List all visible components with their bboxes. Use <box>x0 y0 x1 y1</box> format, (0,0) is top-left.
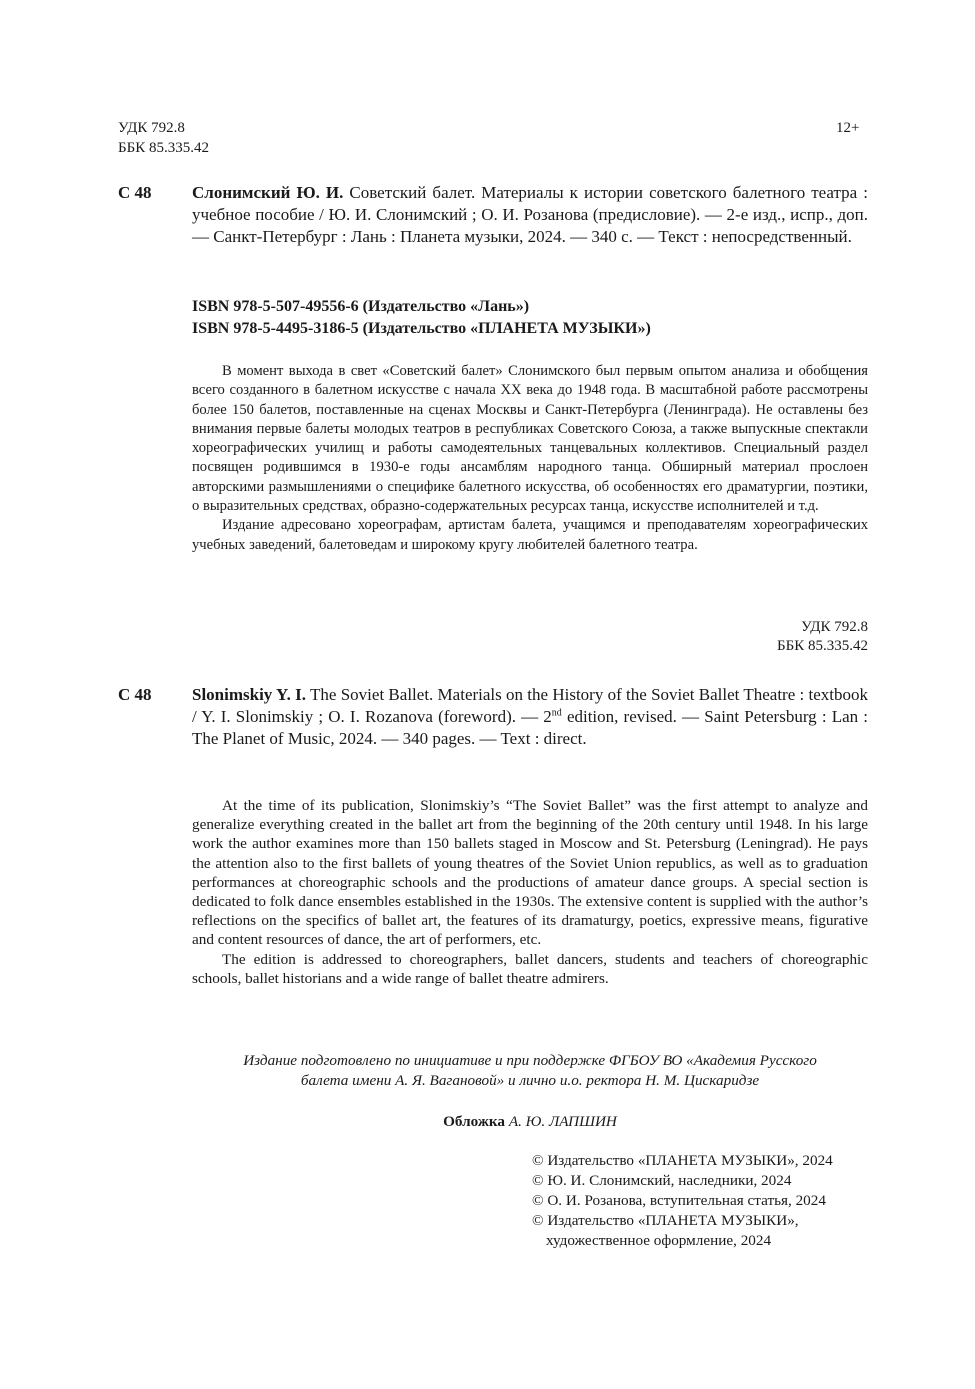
isbn-block <box>192 296 651 340</box>
sponsor-note-line2: балета имени А. Я. Вагановой» и лично и.о. ректора Н. М. Цискаридзе <box>300 1072 760 1089</box>
sponsor-note-line1: Издание подготовлено по инициативе и при поддержке ФГБОУ ВО «Академия Русского <box>243 1052 817 1069</box>
header-bbk: ББК 85.335.42 <box>118 140 209 156</box>
copyright-line-heirs: © Ю. И. Слонимский, наследники, 2024 <box>532 1172 792 1189</box>
ru-author-mark: С 48 <box>118 183 152 202</box>
en-entry-text: The Soviet Ballet. Materials on the History of the Soviet Ballet Theatre : textbook / Y. I. Slonimskiy ; O. I. Rozanova (foreword). — 2 <box>192 685 868 726</box>
cover-credit <box>150 1112 910 1132</box>
ru-annotation-p1: В момент выхода в свет «Советский балет» Слонимского был первым опытом анализа и обобщения всего созданного в балетном искусстве с начала XX века до 1948 года. В масштабной работе рассмотрены более 150 балетов, поставленные на сценах Москвы и Санкт-Петербурга (Ленинграда). Не оставлены без внимания первые балеты молодых театров в республиках Советского Союза, а также выпускные спектакли хореографических училищ и работы самодеятельных танцевальных коллективов. Специальный раздел посвящен родившимся в 1930-е годы ансамблям народного танца. Обширный материал прослоен авторскими размышлениями о специфике балетного искусства, об особенностях его драматургии, поэтики, о выразительных средствах, образно-содержательных ресурсах танца, искусстве исполнителей и т.д. <box>192 363 868 515</box>
en-entry-author: Slonimskiy Y. I. <box>192 685 307 704</box>
copyright-line-design-cont: художественное оформление, 2024 <box>546 1232 772 1249</box>
en-annotation-p2: The edition is addressed to choreographers, ballet dancers, students and teachers of choreographic schools, ballet historians and a wide range of ballet theatre admirers. <box>192 950 868 987</box>
classification-bbk: ББК 85.335.42 <box>777 638 868 654</box>
sponsor-note <box>150 1051 910 1091</box>
en-author-mark: С 48 <box>118 685 152 704</box>
cover-credit-name: А. Ю. ЛАПШИН <box>505 1113 617 1130</box>
header-classification <box>118 118 209 158</box>
isbn-planeta: ISBN 978-5-4495-3186-5 (Издательство «ПЛАНЕТА МУЗЫКИ») <box>192 320 651 337</box>
copyright-line-foreword: © О. И. Розанова, вступительная статья, 2024 <box>532 1192 826 1209</box>
en-entry-text-cont: edition, revised. — Saint Petersburg : Lan : The Planet of Music, 2024. — 340 pages. — Text : direct. <box>192 707 868 748</box>
en-annotation <box>192 796 868 988</box>
header-udk: УДК 792.8 <box>118 120 185 136</box>
en-bibliographic-entry <box>192 684 868 750</box>
en-annotation-p1: At the time of its publication, Slonimskiy’s “The Soviet Ballet” was the first attempt to analyze and generalize everything created in the ballet art from the beginning of the 20th century until 1948. In his large work the author examines more than 150 ballets staged in Moscow and St. Petersburg (Leningrad). He pays the attention also to the first ballets of young theatres of the Soviet Union republics, as well as to graduation performances at choreographic schools and the productions of amateur dance groups. A special section is dedicated to folk dance ensembles established in the 1930s. The extensive content is supplied with the author’s reflections on the specifics of ballet art, the features of its dramaturgy, poetics, expressive means, figurative and content resources of dance, the art of performers, etc. <box>192 797 868 949</box>
isbn-lan: ISBN 978-5-507-49556-6 (Издательство «Лань») <box>192 298 530 315</box>
en-entry-sup: nd <box>551 707 562 719</box>
classification-codes <box>668 618 868 656</box>
ru-entry-text: Советский балет. Материалы к истории советского балетного театра : учебное пособие / Ю. И. Слонимский ; О. И. Розанова (предисловие). — 2-е изд., испр., доп. — Санкт-Петербург : Лань : Планета музыки, 2024. — 340 с. — Текст : непосредственный. <box>192 183 868 246</box>
ru-annotation-p2: Издание адресовано хореографам, артистам балета, учащимся и преподавателям хореографических учебных заведений, балетоведам и широкому кругу любителей балетного театра. <box>192 517 868 553</box>
copyright-line-design: © Издательство «ПЛАНЕТА МУЗЫКИ», <box>532 1212 799 1229</box>
age-rating: 12+ <box>836 120 860 136</box>
ru-bibliographic-entry <box>192 182 868 248</box>
copyright-line-publisher: © Издательство «ПЛАНЕТА МУЗЫКИ», 2024 <box>532 1152 833 1169</box>
copyright-block <box>532 1151 833 1251</box>
ru-annotation <box>192 362 868 555</box>
ru-entry-author: Слонимский Ю. И. <box>192 183 344 202</box>
cover-credit-label: Обложка <box>443 1113 506 1130</box>
classification-udk: УДК 792.8 <box>801 619 868 635</box>
